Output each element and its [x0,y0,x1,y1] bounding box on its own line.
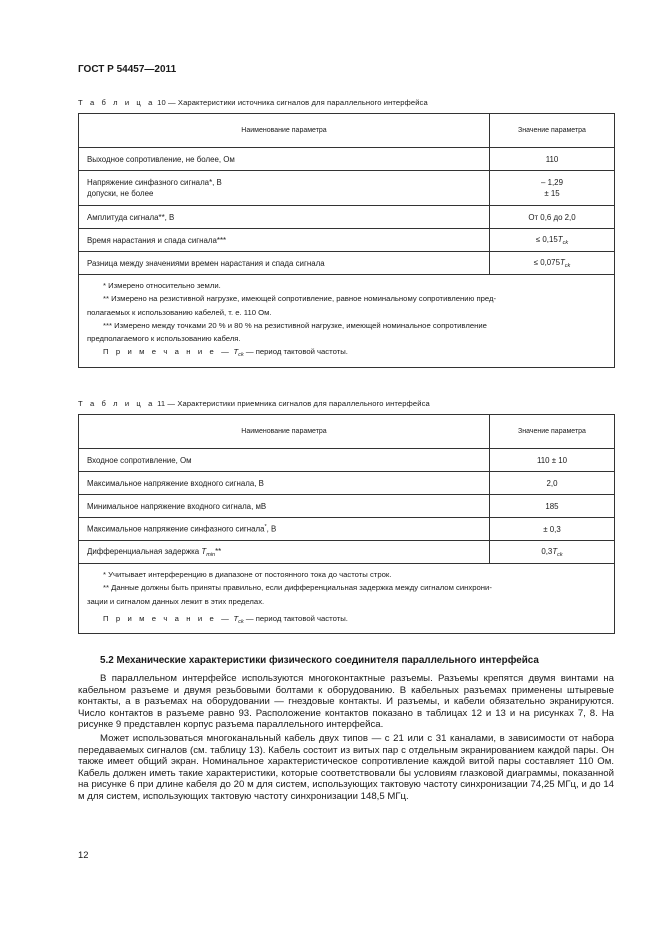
table10-remark [87,345,606,362]
table11-row2-value: 2,0 [490,472,615,495]
table10-header-row [79,114,615,148]
table-row [79,171,615,206]
table11-row1-value: 110 ± 10 [490,449,615,472]
table11-row5-value-prefix: 0,3 [541,546,553,556]
table10-row4-value-subscript: ck [562,239,569,246]
table-row [79,541,615,564]
table10-caption-word: Т а б л и ц а [78,98,155,107]
table11-row5-name-mark: ** [215,546,222,556]
table10-row3-value: От 0,6 до 2,0 [490,206,615,229]
table10-note1: * Измерено относительно земли. [103,281,221,290]
table10-row4-value-prefix: ≤ 0,15 [535,234,558,244]
table10-row3-name: Амплитуда сигнала**, В [79,206,490,229]
table11-row5-value-subscript: ck [557,551,563,558]
table10-notes-row [79,275,615,368]
table11-row2-name: Максимальное напряжение входного сигнала, В [79,472,490,495]
table11-row4-name-unit: , В [266,524,277,534]
page-number: 12 [78,849,89,860]
table11-caption [78,399,430,408]
table10-remark-word: П р и м е ч а н и е — [103,347,232,357]
section-heading: 5.2 Механические характеристики физического соединителя параллельного интерфейса [100,655,539,666]
table11 [78,414,615,634]
table10-col-value: Значение параметра [490,114,615,148]
table10-row2-value-line1: – 1,29 [541,177,563,187]
table11-row5-name-symbol: T [201,546,207,556]
table11-note2b: зации и сигналом данных лежит в этих пределах. [87,596,265,606]
table10-row5-value-symbol: T [559,257,565,267]
table10-remark-symbol: T [233,347,239,357]
table11-row4-name-mark: * [264,524,267,531]
table10-row4-name: Время нарастания и спада сигнала*** [79,229,490,252]
table10-row1-name: Выходное сопротивление, не более, Ом [79,148,490,171]
table10-row2-value [490,171,615,206]
section-body [78,673,614,803]
section-paragraph-1: В параллельном интерфейсе используются многоконтактные разъемы. Разъемы крепятся двумя винтами на кабельном разъеме и двумя резьбовыми болтами к оборудованию. В кабельных разъемах применены штыревые контакты, а в разъемах на оборудовании — гнездовые контакты. И разъемы, и кабели обязательно экранируются. Число контактов в разъеме равно 93. Расположение контактов показано в таблицах 12 и 13 и на рисунках 7, 8. На рисунке 9 представлен корпус разъема параллельного интерфейса. [78,673,614,731]
table11-row4-name-text: Максимальное напряжение синфазного сигнала [87,524,265,534]
table10-row5-value [490,252,615,275]
table10-row5-value-prefix: ≤ 0,075 [533,257,560,267]
table11-row3-value: 185 [490,495,615,518]
table11-remark [87,612,606,629]
table10-row2-name [79,171,490,206]
table10-notes [79,275,615,368]
table10-col-name: Наименование параметра [79,114,490,148]
table11-remark-symbol: T [233,613,239,623]
table-row [79,252,615,275]
table11-remark-word: П р и м е ч а н и е — [103,613,232,623]
table11-note1: * Учитывает интерференцию в диапазоне от постоянного тока до частоты строк. [103,570,392,579]
table10-row5-value-subscript: ck [564,262,571,269]
table-row [79,206,615,229]
table11-row5-value-symbol: T [552,546,558,556]
table11-row4-name [79,518,490,541]
table11-row5-name-subscript: min [206,551,216,558]
table10 [78,113,615,368]
table11-row4-value: ± 0,3 [490,518,615,541]
table-row [79,229,615,252]
table11-remark-subscript: ck [238,618,244,625]
table-row [79,449,615,472]
section-paragraph-2: Может использоваться многоканальный кабель двух типов — с 21 или с 31 каналами, в зависимости от набора передаваемых сигналов (см. таблицу 13). Кабель состоит из витых пар с отдельным экранированием каждой пары. Он также имеет общий экран. Номинальное характеристическое сопротивление каждой витой пары составляет 110 Ом. Кабель должен иметь такие характеристики, которые соответствовали бы условиям глазковой диаграммы, показанной на рисунке 6 при длине кабеля до 20 м для систем, использующих тактовую частоту синхронизации 74,25 МГц, и до 14 м для систем, использующих тактовую частоту синхронизации 148,5 МГц. [78,732,614,802]
table10-caption [78,98,428,107]
table11-remark-text: — период тактовой частоты. [245,613,348,623]
table11-caption-word: Т а б л и ц а [78,399,155,408]
table-row [79,495,615,518]
table11-row5-name [79,541,490,564]
table10-caption-text: 10 — Характеристики источника сигналов для параллельного интерфейса [157,98,428,107]
table10-remark-subscript: ck [238,352,244,359]
table10-row2-value-line2: ± 15 [544,189,560,198]
table-row [79,472,615,495]
table10-row1-value: 110 [490,148,615,171]
table11-row5-name-text: Дифференциальная задержка [87,546,200,556]
table11-row5-value [490,541,615,564]
document-title: ГОСТ Р 54457—2011 [78,64,177,75]
table-row [79,518,615,541]
table10-note2a: ** Измерено на резистивной нагрузке, имеющей сопротивление, равное номинальному сопротивлению пред- [103,294,497,304]
table11-caption-text: 11 — Характеристики приемника сигналов для параллельного интерфейса [157,399,430,408]
table11-header-row [79,415,615,449]
table10-row4-value-symbol: T [557,234,563,244]
table10-note3a: *** Измерено между точками 20 % и 80 % на резистивной нагрузке, имеющей номинальное сопротивление [103,320,487,330]
table11-notes-row [79,564,615,634]
table11-row3-name: Минимальное напряжение входного сигнала, мВ [79,495,490,518]
table11-note2a: ** Данные должны быть приняты правильно, если дифференциальная задержка между сигналом синхрони- [103,583,492,593]
table10-row2-name-line1: Напряжение синфазного сигнала*, В [87,177,222,187]
table11-col-name: Наименование параметра [79,415,490,449]
table-row [79,148,615,171]
table10-remark-text: — период тактовой частоты. [245,347,348,357]
table11-col-value: Значение параметра [490,415,615,449]
table10-note2b: полагаемых к использованию кабелей, т. е. 110 Ом. [87,307,272,317]
table10-row2-name-line2: допуски, не более [87,189,154,198]
table11-row1-name: Входное сопротивление, Ом [79,449,490,472]
table10-note3b: предполагаемого к использованию кабеля. [87,334,241,344]
table11-notes [79,564,615,634]
table10-row4-value [490,229,615,252]
table10-row5-name: Разница между значениями времен нарастания и спада сигнала [79,252,490,275]
